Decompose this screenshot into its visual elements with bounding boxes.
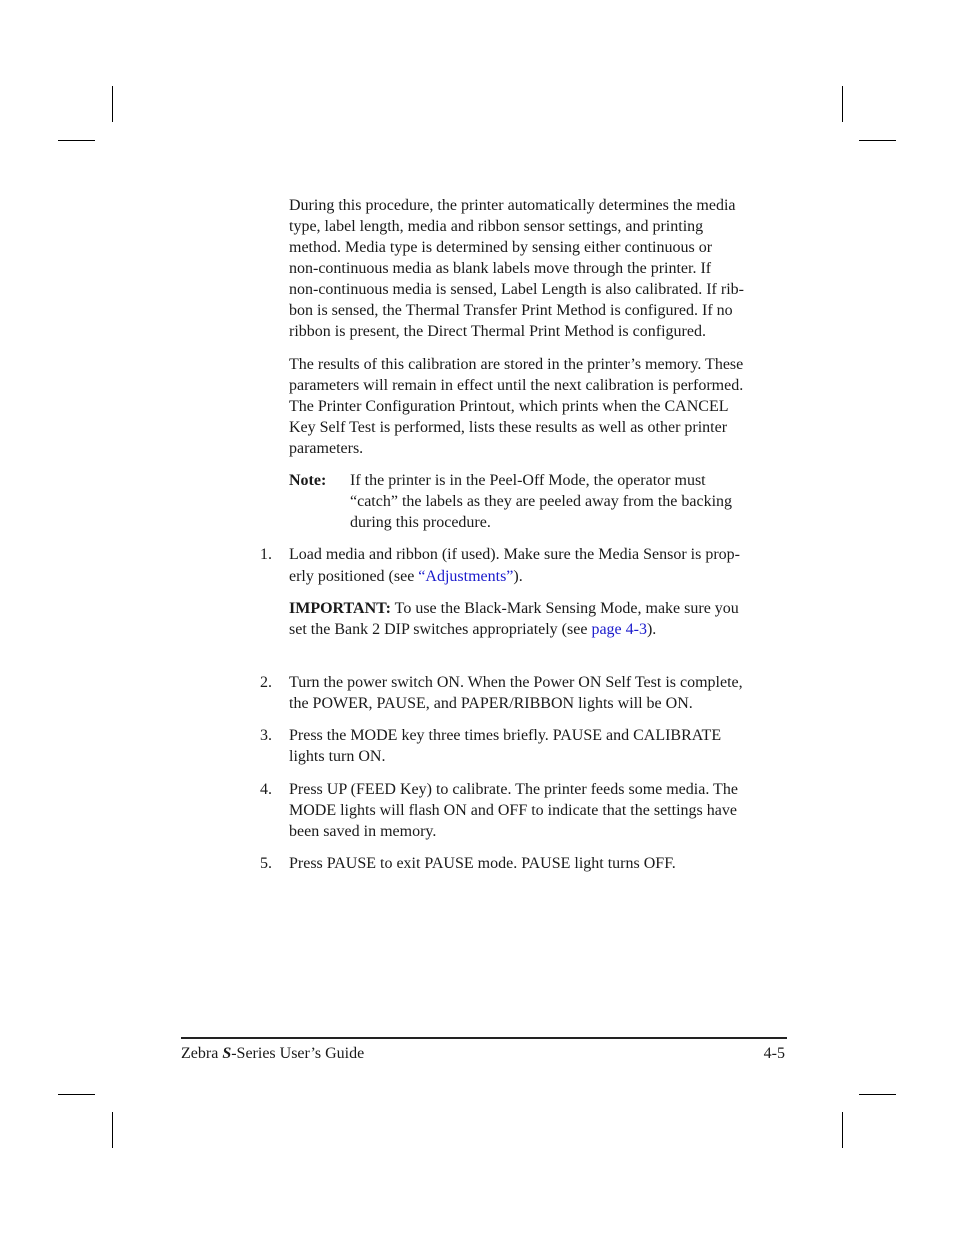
intro-paragraph-1 xyxy=(289,195,789,342)
step-line: Press UP (FEED Key) to calibrate. The printer feeds some media. The xyxy=(289,781,738,798)
crop-mark-bottom-right-vertical xyxy=(842,1112,843,1148)
intro-line: Key Self Test is performed, lists these results as well as other printer xyxy=(289,419,728,436)
important-line: set the Bank 2 DIP switches appropriately (see page 4-3). xyxy=(289,621,657,638)
footer-page-number: 4-5 xyxy=(763,1045,785,1062)
footer-guide-title: Zebra S-Series User’s Guide xyxy=(181,1045,365,1062)
crop-mark-bottom-left-vertical xyxy=(112,1112,113,1148)
step-2-number: 2. xyxy=(260,674,272,691)
intro-paragraph-2 xyxy=(289,354,789,459)
step-line: lights turn ON. xyxy=(289,748,386,765)
step-line: Turn the power switch ON. When the Power ON Self Test is complete, xyxy=(289,674,743,691)
important-block xyxy=(289,598,789,640)
adjustments-link[interactable]: “Adjustments” xyxy=(418,568,514,585)
intro-line: method. Media type is determined by sensing either continuous or xyxy=(289,239,713,256)
step-line: Load media and ribbon (if used). Make sure the Media Sensor is prop- xyxy=(289,546,740,563)
intro-line: ribbon is present, the Direct Thermal Print Method is configured. xyxy=(289,323,706,340)
step-3-number: 3. xyxy=(260,727,272,744)
series-letter: S xyxy=(222,1045,232,1062)
step-line: the POWER, PAUSE, and PAPER/RIBBON lights will be ON. xyxy=(289,695,693,712)
crop-mark-bottom-left-horizontal xyxy=(58,1094,95,1095)
crop-mark-top-left-vertical xyxy=(112,86,113,122)
step-4-text xyxy=(289,779,789,842)
step-line: MODE lights will flash ON and OFF to indicate that the settings have xyxy=(289,802,737,819)
note-body xyxy=(350,470,790,533)
crop-mark-top-left-horizontal xyxy=(58,140,95,141)
step-5-number: 5. xyxy=(260,855,272,872)
crop-mark-top-right-vertical xyxy=(842,86,843,122)
intro-line: The Printer Configuration Printout, which prints when the CANCEL xyxy=(289,398,729,415)
step-1-number: 1. xyxy=(260,546,272,563)
step-line: Press the MODE key three times briefly. PAUSE and CALIBRATE xyxy=(289,727,722,744)
important-label: IMPORTANT: xyxy=(289,600,391,617)
step-2-text xyxy=(289,672,789,714)
note-line: If the printer is in the Peel-Off Mode, the operator must xyxy=(350,472,706,489)
page-4-3-link[interactable]: page 4-3 xyxy=(591,621,647,638)
note-line: “catch” the labels as they are peeled away from the backing xyxy=(350,493,733,510)
crop-mark-bottom-right-horizontal xyxy=(859,1094,896,1095)
intro-line: non-continuous media as blank labels move through the printer. If xyxy=(289,260,712,277)
note-line: during this procedure. xyxy=(350,514,491,531)
crop-mark-top-right-horizontal xyxy=(859,140,896,141)
intro-line: The results of this calibration are stored in the printer’s memory. These xyxy=(289,356,744,373)
step-4-number: 4. xyxy=(260,781,272,798)
intro-line: During this procedure, the printer automatically determines the media xyxy=(289,197,736,214)
intro-line: type, label length, media and ribbon sensor settings, and printing xyxy=(289,218,704,235)
intro-line: non-continuous media is sensed, Label Length is also calibrated. If rib- xyxy=(289,281,744,298)
step-5-text xyxy=(289,853,789,874)
step-line: Press PAUSE to exit PAUSE mode. PAUSE light turns OFF. xyxy=(289,855,676,872)
step-1-text xyxy=(289,544,789,588)
step-line: been saved in memory. xyxy=(289,823,437,840)
intro-line: bon is sensed, the Thermal Transfer Print Method is configured. If no xyxy=(289,302,733,319)
footer-rule xyxy=(181,1037,787,1039)
step-line: erly positioned (see “Adjustments”). xyxy=(289,568,523,585)
note-label: Note: xyxy=(289,472,327,489)
important-line: IMPORTANT: To use the Black-Mark Sensing Mode, make sure you xyxy=(289,600,739,617)
intro-line: parameters. xyxy=(289,440,364,457)
intro-line: parameters will remain in effect until the next calibration is performed. xyxy=(289,377,744,394)
step-3-text xyxy=(289,725,789,767)
